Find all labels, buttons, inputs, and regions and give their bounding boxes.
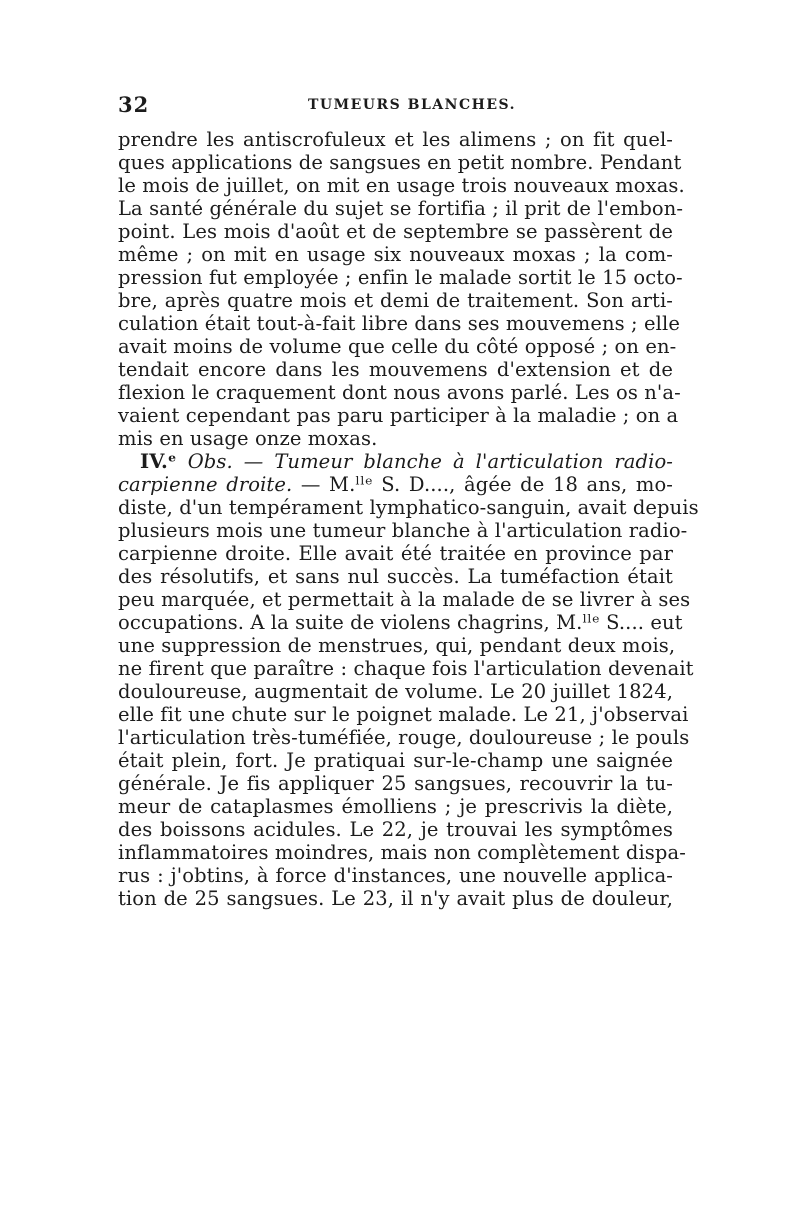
text-line: plusieurs mois une tumeur blanche à l'articulation radio- [118,519,688,542]
observation-number: IV.ᵉ [140,450,177,473]
text-line: l'articulation très-tuméfiée, rouge, douloureuse ; le pouls [118,726,690,749]
text-line: douloureuse, augmentait de volume. Le 20 juillet 1824, [118,680,673,703]
running-title: TUMEURS BLANCHES. [308,97,516,113]
text-line: inflammatoires moindres, mais non complètement dispa- [118,841,686,864]
text-line: tendait encore dans les mouvemens d'extension et de [118,358,673,381]
text-line: occupations. A la suite de violens chagrins, M.ˡˡᵉ S.... eut [118,611,683,634]
observation-patient: — M.ˡˡᵉ S. D...., âgée de 18 ans, mo- [292,473,673,496]
page-number: 32 [118,92,150,117]
text-line: le mois de juillet, on mit en usage trois nouveaux moxas. [118,174,685,197]
text-line: des résolutifs, et sans nul succès. La tuméfaction était [118,565,673,588]
body-text [118,128,699,910]
text-line: mis en usage onze moxas. [118,427,378,450]
running-head [118,88,673,116]
text-line: vaient cependant pas paru participer à la maladie ; on a [118,404,679,427]
text-line: ques applications de sangsues en petit nombre. Pendant [118,151,682,174]
observation-title-end: carpienne droite. [118,473,293,496]
text-line: carpienne droite. Elle avait été traitée en province par [118,542,673,565]
text-line: elle fit une chute sur le poignet malade. Le 21, j'observai [118,703,689,726]
text-line: générale. Je fis appliquer 25 sangsues, recouvrir la tu- [118,772,673,795]
text-line: diste, d'un tempérament lymphatico-sanguin, avait depuis [118,496,699,519]
text-line: peu marquée, et permettait à la malade de se livrer à ses [118,588,691,611]
text-line: ne firent que paraître : chaque fois l'articulation devenait [118,657,694,680]
observation-abbrev: Obs. [187,450,233,473]
text-line: une suppression de menstrues, qui, pendant deux mois, [118,634,676,657]
text-line: des boissons acidules. Le 22, je trouvai les symptômes [118,818,673,841]
text-line: était plein, fort. Je pratiquai sur-le-champ une saignée [118,749,673,772]
text-line: La santé générale du sujet se fortifia ; il prit de l'embon- [118,197,684,220]
text-line: pression fut employée ; enfin le malade sortit le 15 octo- [118,266,683,289]
text-line: point. Les mois d'août et de septembre se passèrent de [118,220,673,243]
text-line: prendre les antiscrofuleux et les alimens ; on fit quel- [118,128,673,151]
observation-title: — Tumeur blanche à l'articulation radio- [243,450,673,473]
text-line: culation était tout-à-fait libre dans ses mouvemens ; elle [118,312,680,335]
text-line: flexion le craquement dont nous avons parlé. Les os n'a- [118,381,681,404]
observation-heading [118,450,673,473]
observation-heading-continued [118,473,673,496]
text-line: bre, après quatre mois et demi de traitement. Son arti- [118,289,673,312]
text-line: rus : j'obtins, à force d'instances, une nouvelle applica- [118,864,673,887]
text-line: avait moins de volume que celle du côté opposé ; on en- [118,335,677,358]
text-line: tion de 25 sangsues. Le 23, il n'y avait plus de douleur, [118,887,673,910]
text-line: meur de cataplasmes émolliens ; je prescrivis la diète, [118,795,673,818]
book-page [118,88,699,1168]
text-line: même ; on mit en usage six nouveaux moxas ; la com- [118,243,673,266]
